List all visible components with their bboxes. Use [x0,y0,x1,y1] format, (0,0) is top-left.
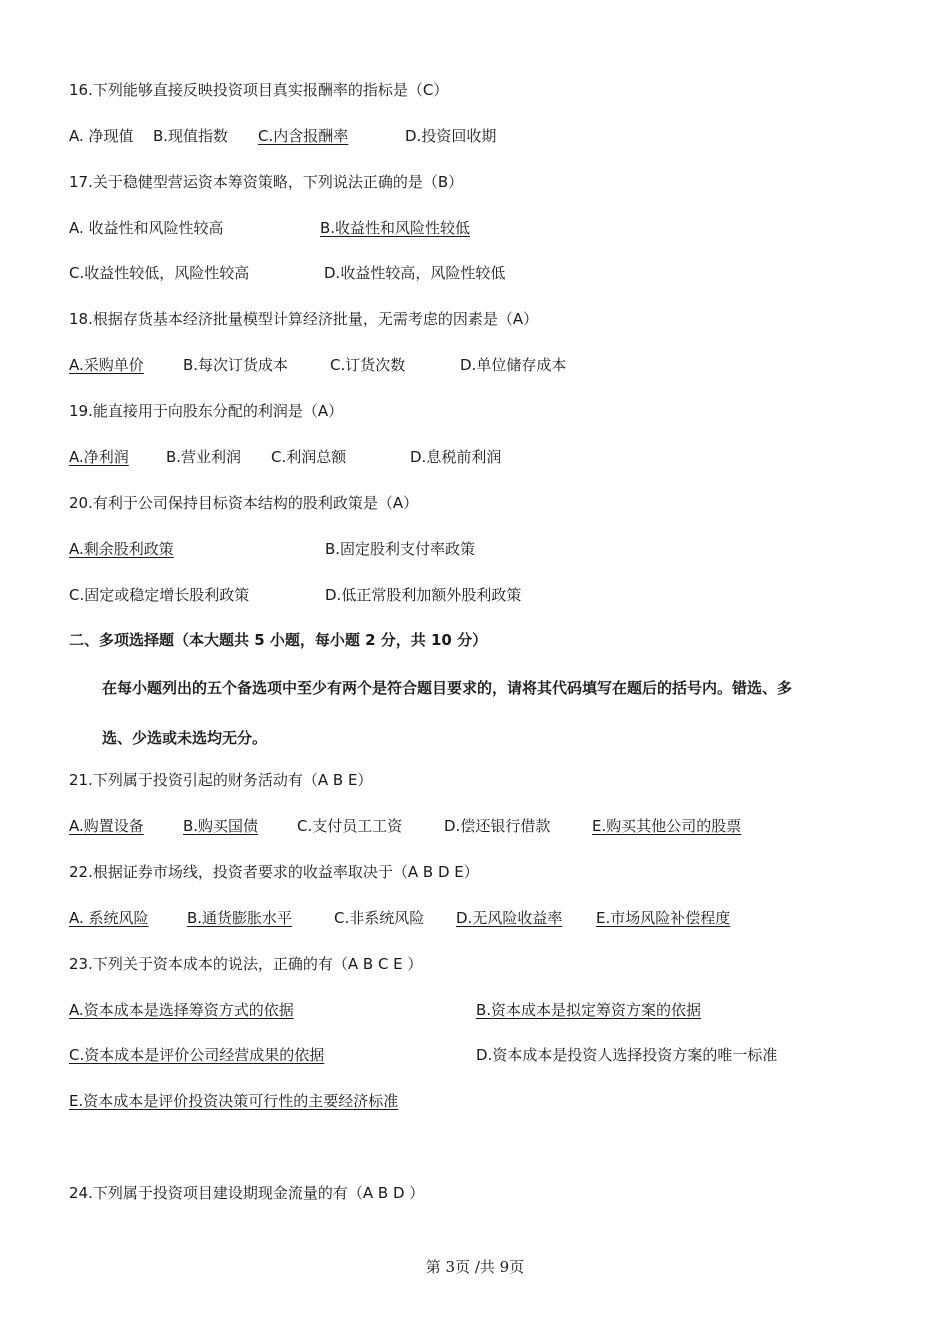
option-a-correct: A.采购单价 [69,356,144,374]
option-a-correct: A.购置设备 [69,817,144,835]
option-d: D.投资回收期 [405,127,497,145]
question-20-stem: 20.有利于公司保持目标资本结构的股利政策是（A） [69,494,419,512]
option-c: C.利润总额 [271,448,347,466]
question-16-stem: 16.下列能够直接反映投资项目真实报酬率的指标是（C） [69,81,449,99]
option-a-correct: A.资本成本是选择筹资方式的依据 [69,1001,294,1019]
option-c: C.固定或稳定增长股利政策 [69,586,250,604]
option-b: B.固定股利支付率政策 [325,540,476,558]
section-instruction: 在每小题列出的五个备选项中至少有两个是符合题目要求的，请将其代码填写在题后的括号内。错选、多 [102,679,793,697]
option-c-correct: C.内含报酬率 [258,127,349,145]
option-d: D.低正常股利加额外股利政策 [325,586,522,604]
option-d: D.偿还银行借款 [444,817,551,835]
option-c: C.收益性较低，风险性较高 [69,264,250,282]
option-b-correct: B.购买国债 [183,817,259,835]
option-c: C.支付员工工资 [297,817,403,835]
option-a-correct: A.净利润 [69,448,129,466]
option-d-correct: D.无风险收益率 [456,909,563,927]
question-23-stem: 23.下列关于资本成本的说法，正确的有（A B C E ） [69,955,423,973]
option-a-correct: A.剩余股利政策 [69,540,174,558]
option-d: D.单位储存成本 [460,356,567,374]
question-19-stem: 19.能直接用于向股东分配的利润是（A） [69,402,344,420]
option-a: A. 收益性和风险性较高 [69,219,224,237]
question-17-stem: 17.关于稳健型营运资本筹资策略，下列说法正确的是（B） [69,173,464,191]
option-c: C.订货次数 [330,356,406,374]
question-18-stem: 18.根据存货基本经济批量模型计算经济批量，无需考虑的因素是（A） [69,310,539,328]
page-number: 第 3页 /共 9页 [425,1258,525,1276]
option-a-correct: A. 系统风险 [69,909,149,927]
option-b-correct: B.收益性和风险性较低 [320,219,471,237]
option-e-correct: E.购买其他公司的股票 [592,817,742,835]
option-e-correct: E.资本成本是评价投资决策可行性的主要经济标准 [69,1092,399,1110]
option-d: D.资本成本是投资人选择投资方案的唯一标准 [476,1046,778,1064]
option-c-correct: C.资本成本是评价公司经营成果的依据 [69,1046,325,1064]
option-b-correct: B.通货膨胀水平 [187,909,293,927]
option-b: B.营业利润 [166,448,242,466]
option-c: C.非系统风险 [334,909,425,927]
option-b-correct: B.资本成本是拟定筹资方案的依据 [476,1001,702,1019]
option-a: A. 净现值 [69,127,134,145]
option-e-correct: E.市场风险补偿程度 [596,909,731,927]
question-21-stem: 21.下列属于投资引起的财务活动有（A B E） [69,771,373,789]
option-d: D.息税前利润 [410,448,502,466]
option-b: B.每次订货成本 [183,356,289,374]
option-b: B.现值指数 [153,127,229,145]
option-d: D.收益性较高，风险性较低 [324,264,506,282]
section-instruction-cont: 选、少选或未选均无分。 [102,729,268,747]
section-heading: 二、多项选择题（本大题共 5 小题，每小题 2 分，共 10 分） [69,631,488,649]
question-22-stem: 22.根据证券市场线，投资者要求的收益率取决于（A B D E） [69,863,479,881]
question-24-stem: 24.下列属于投资项目建设期现金流量的有（A B D ） [69,1184,425,1202]
